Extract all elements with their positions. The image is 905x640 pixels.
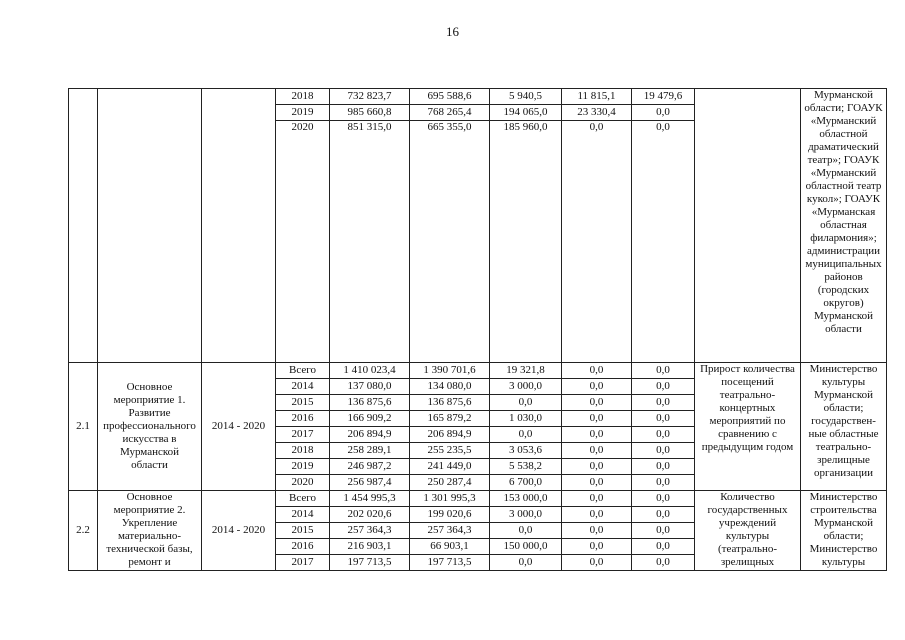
period-cell (202, 89, 276, 363)
federal-cell: 5 940,5 (490, 89, 562, 105)
total-cell: 166 909,2 (330, 411, 410, 427)
local-cell: 0,0 (562, 555, 632, 571)
program-table (68, 88, 887, 571)
regional-cell: 695 588,6 (410, 89, 490, 105)
other-cell: 0,0 (632, 121, 695, 363)
federal-cell: 6 700,0 (490, 475, 562, 491)
year-cell: Всего (276, 363, 330, 379)
regional-cell: 241 449,0 (410, 459, 490, 475)
other-cell: 0,0 (632, 491, 695, 507)
year-cell: 2020 (276, 121, 330, 363)
local-cell: 0,0 (562, 395, 632, 411)
measure-name-cell (98, 89, 202, 363)
executor-cell: Министерство строительства Мурманской области; Министерство культуры (801, 491, 887, 571)
other-cell: 19 479,6 (632, 89, 695, 105)
executor-cell: Мурманской области; ГОАУК «Мурманский областной драматический театр»; ГОАУК «Мурманский областной театр кукол»; ГОАУК «Мурманская областная филармония»; администрации муниципальных районов (городских округов) Мурманской области (801, 89, 887, 363)
table-body (69, 89, 887, 571)
local-cell: 0,0 (562, 443, 632, 459)
period-cell: 2014 - 2020 (202, 363, 276, 491)
year-cell: 2020 (276, 475, 330, 491)
measure-no-cell: 2.1 (69, 363, 98, 491)
total-cell: 1 454 995,3 (330, 491, 410, 507)
total-cell: 256 987,4 (330, 475, 410, 491)
local-cell: 0,0 (562, 491, 632, 507)
other-cell: 0,0 (632, 555, 695, 571)
regional-cell: 665 355,0 (410, 121, 490, 363)
federal-cell: 1 030,0 (490, 411, 562, 427)
local-cell: 0,0 (562, 363, 632, 379)
total-cell: 985 660,8 (330, 105, 410, 121)
year-cell: 2014 (276, 379, 330, 395)
regional-cell: 257 364,3 (410, 523, 490, 539)
total-cell: 851 315,0 (330, 121, 410, 363)
total-cell: 258 289,1 (330, 443, 410, 459)
federal-cell: 185 960,0 (490, 121, 562, 363)
year-cell: 2016 (276, 539, 330, 555)
local-cell: 0,0 (562, 523, 632, 539)
other-cell: 0,0 (632, 475, 695, 491)
other-cell: 0,0 (632, 395, 695, 411)
total-cell: 202 020,6 (330, 507, 410, 523)
table-row (69, 363, 887, 379)
other-cell: 0,0 (632, 459, 695, 475)
local-cell: 0,0 (562, 539, 632, 555)
total-cell: 1 410 023,4 (330, 363, 410, 379)
regional-cell: 1 301 995,3 (410, 491, 490, 507)
local-cell: 0,0 (562, 411, 632, 427)
total-cell: 257 364,3 (330, 523, 410, 539)
year-cell: 2015 (276, 395, 330, 411)
total-cell: 246 987,2 (330, 459, 410, 475)
local-cell: 0,0 (562, 121, 632, 363)
other-cell: 0,0 (632, 105, 695, 121)
table-row (69, 491, 887, 507)
local-cell: 0,0 (562, 459, 632, 475)
local-cell: 0,0 (562, 507, 632, 523)
federal-cell: 19 321,8 (490, 363, 562, 379)
regional-cell: 136 875,6 (410, 395, 490, 411)
regional-cell: 66 903,1 (410, 539, 490, 555)
federal-cell: 3 000,0 (490, 379, 562, 395)
year-cell: 2017 (276, 427, 330, 443)
federal-cell: 0,0 (490, 395, 562, 411)
local-cell: 11 815,1 (562, 89, 632, 105)
other-cell: 0,0 (632, 427, 695, 443)
local-cell: 0,0 (562, 475, 632, 491)
total-cell: 136 875,6 (330, 395, 410, 411)
federal-cell: 0,0 (490, 427, 562, 443)
total-cell: 206 894,9 (330, 427, 410, 443)
regional-cell: 197 713,5 (410, 555, 490, 571)
total-cell: 732 823,7 (330, 89, 410, 105)
federal-cell: 3 000,0 (490, 507, 562, 523)
indicator-cell: Прирост количества посещений театрально-концертных мероприятий по сравнению с предыдущим годом (695, 363, 801, 491)
year-cell: 2017 (276, 555, 330, 571)
other-cell: 0,0 (632, 523, 695, 539)
regional-cell: 1 390 701,6 (410, 363, 490, 379)
indicator-cell: Количество государственных учреждений культуры (театрально-зрелищных (695, 491, 801, 571)
local-cell: 0,0 (562, 427, 632, 443)
table-row (69, 89, 887, 105)
measure-name-cell: Основное мероприятие 2. Укрепление материально-технической базы, ремонт и (98, 491, 202, 571)
measure-name-cell: Основное мероприятие 1. Развитие профессионального искусства в Мурманской области (98, 363, 202, 491)
federal-cell: 3 053,6 (490, 443, 562, 459)
period-cell: 2014 - 2020 (202, 491, 276, 571)
federal-cell: 0,0 (490, 523, 562, 539)
local-cell: 23 330,4 (562, 105, 632, 121)
regional-cell: 165 879,2 (410, 411, 490, 427)
year-cell: Всего (276, 491, 330, 507)
indicator-cell (695, 89, 801, 363)
regional-cell: 199 020,6 (410, 507, 490, 523)
local-cell: 0,0 (562, 379, 632, 395)
measure-no-cell: 2.2 (69, 491, 98, 571)
total-cell: 197 713,5 (330, 555, 410, 571)
year-cell: 2019 (276, 459, 330, 475)
federal-cell: 153 000,0 (490, 491, 562, 507)
federal-cell: 194 065,0 (490, 105, 562, 121)
federal-cell: 0,0 (490, 555, 562, 571)
total-cell: 216 903,1 (330, 539, 410, 555)
page-number: 16 (446, 24, 459, 39)
regional-cell: 134 080,0 (410, 379, 490, 395)
total-cell: 137 080,0 (330, 379, 410, 395)
measure-no-cell (69, 89, 98, 363)
year-cell: 2015 (276, 523, 330, 539)
regional-cell: 768 265,4 (410, 105, 490, 121)
regional-cell: 255 235,5 (410, 443, 490, 459)
federal-cell: 150 000,0 (490, 539, 562, 555)
other-cell: 0,0 (632, 507, 695, 523)
other-cell: 0,0 (632, 363, 695, 379)
regional-cell: 250 287,4 (410, 475, 490, 491)
other-cell: 0,0 (632, 379, 695, 395)
year-cell: 2014 (276, 507, 330, 523)
other-cell: 0,0 (632, 411, 695, 427)
other-cell: 0,0 (632, 539, 695, 555)
other-cell: 0,0 (632, 443, 695, 459)
year-cell: 2016 (276, 411, 330, 427)
year-cell: 2018 (276, 89, 330, 105)
regional-cell: 206 894,9 (410, 427, 490, 443)
federal-cell: 5 538,2 (490, 459, 562, 475)
executor-cell: Министерство культуры Мурманской области; государствен-ные областные театрально-зрелищные организации (801, 363, 887, 491)
year-cell: 2019 (276, 105, 330, 121)
year-cell: 2018 (276, 443, 330, 459)
